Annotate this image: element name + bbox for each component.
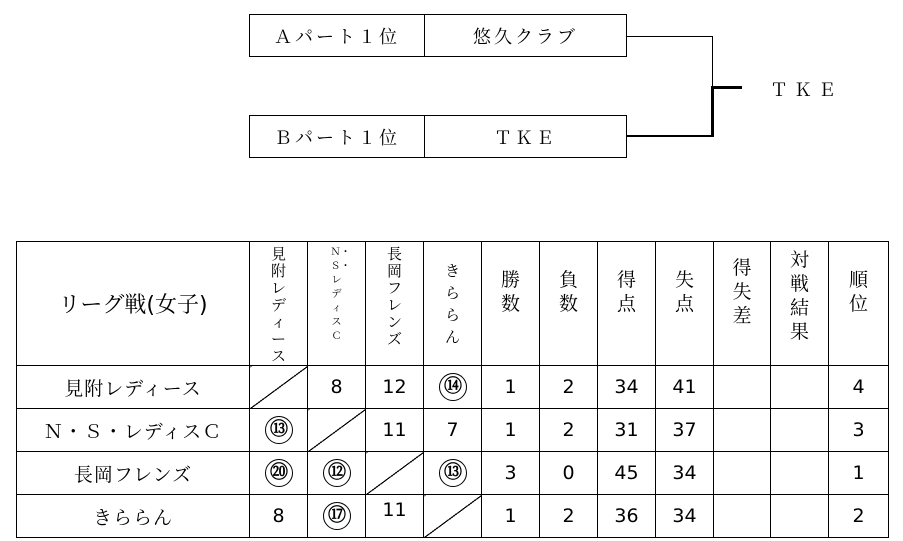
bracket-line-a-horizontal xyxy=(627,36,713,37)
points-against-cell: 34 xyxy=(656,452,714,495)
rank-cell: 3 xyxy=(829,409,889,452)
result-cell xyxy=(771,495,829,538)
team-row-4 xyxy=(17,495,889,538)
rank-cell: 1 xyxy=(829,452,889,495)
bracket-winner: ＴＫＥ xyxy=(770,80,842,101)
b-team-name: ＴＫＥ xyxy=(494,127,557,149)
wins-cell: 1 xyxy=(482,495,540,538)
league-table xyxy=(16,241,889,538)
header-losses: 負数 xyxy=(540,242,598,366)
bracket-line-b-horizontal xyxy=(627,135,714,137)
self-match-cell xyxy=(250,366,308,409)
bracket-a-box xyxy=(249,14,627,57)
diff-cell xyxy=(714,366,771,409)
team-name: 見附レディース xyxy=(17,366,250,409)
score-cell-circled xyxy=(250,452,308,495)
circled-score: ⑰ xyxy=(323,502,351,530)
rank-cell: 2 xyxy=(829,495,889,538)
diff-cell xyxy=(714,495,771,538)
bracket-line-winner xyxy=(711,86,742,89)
score-cell: 8 xyxy=(250,495,308,538)
diff-cell xyxy=(714,409,771,452)
b-part-label: Ｂパート１位 xyxy=(250,116,425,157)
team-name: 長岡フレンズ xyxy=(17,452,250,495)
score-cell: 7 xyxy=(424,409,482,452)
losses-cell: 2 xyxy=(540,409,598,452)
points-against-cell: 41 xyxy=(656,366,714,409)
circled-score: ⑬ xyxy=(439,459,467,487)
result-cell xyxy=(771,452,829,495)
result-cell xyxy=(771,409,829,452)
score-cell-circled xyxy=(308,452,366,495)
points-against-cell: 37 xyxy=(656,409,714,452)
losses-cell: 2 xyxy=(540,495,598,538)
losses-cell: 2 xyxy=(540,366,598,409)
team-name: Ｎ・Ｓ・レディスＣ xyxy=(17,409,250,452)
header-points-against: 失点 xyxy=(656,242,714,366)
score-cell xyxy=(366,495,424,538)
team-name: きららん xyxy=(17,495,250,538)
rank-cell: 4 xyxy=(829,366,889,409)
header-diff: 得失差 xyxy=(714,242,771,366)
bracket-line-vertical-thick xyxy=(711,86,714,137)
opponent-header-1: 見附レディース xyxy=(250,242,308,366)
losses-cell: 0 xyxy=(540,452,598,495)
team-row-2 xyxy=(17,409,889,452)
bracket-b-box xyxy=(249,115,627,158)
score-cell: 12 xyxy=(366,366,424,409)
score-cell-circled xyxy=(250,409,308,452)
wins-cell: 1 xyxy=(482,366,540,409)
self-match-cell xyxy=(424,495,482,538)
points-for-cell: 34 xyxy=(598,366,656,409)
opponent-header-2: Ｎ・Ｓ・レディスＣ xyxy=(308,242,366,366)
result-cell xyxy=(771,366,829,409)
points-for-cell: 45 xyxy=(598,452,656,495)
a-team-name: 悠久クラブ xyxy=(473,26,578,48)
circled-score: ⑭ xyxy=(439,373,467,401)
circled-score: ⑳ xyxy=(265,459,293,487)
diff-cell xyxy=(714,452,771,495)
header-result: 対戦結果 xyxy=(771,242,829,366)
self-match-cell xyxy=(308,409,366,452)
header-wins: 勝数 xyxy=(482,242,540,366)
opponent-header-4: きららん xyxy=(424,242,482,366)
self-match-cell xyxy=(366,452,424,495)
score-cell-circled xyxy=(308,495,366,538)
circled-score: ⑬ xyxy=(265,416,293,444)
score-value: 11 xyxy=(382,499,407,521)
opponent-header-3: 長岡フレンズ xyxy=(366,242,424,366)
circled-score: ⑫ xyxy=(323,459,351,487)
score-cell-circled xyxy=(424,452,482,495)
header-points-for: 得点 xyxy=(598,242,656,366)
team-row-3 xyxy=(17,452,889,495)
header-rank: 順位 xyxy=(829,242,889,366)
league-title: リーグ戦(女子) xyxy=(17,242,250,366)
league-header-row xyxy=(17,242,889,366)
wins-cell: 3 xyxy=(482,452,540,495)
wins-cell: 1 xyxy=(482,409,540,452)
score-cell: 11 xyxy=(366,409,424,452)
points-for-cell: 31 xyxy=(598,409,656,452)
team-row-1 xyxy=(17,366,889,409)
bracket-line-vertical-thin xyxy=(712,36,713,88)
a-part-label: Ａパート１位 xyxy=(250,15,425,56)
points-for-cell: 36 xyxy=(598,495,656,538)
score-cell: 8 xyxy=(308,366,366,409)
score-cell-circled xyxy=(424,366,482,409)
points-against-cell: 34 xyxy=(656,495,714,538)
